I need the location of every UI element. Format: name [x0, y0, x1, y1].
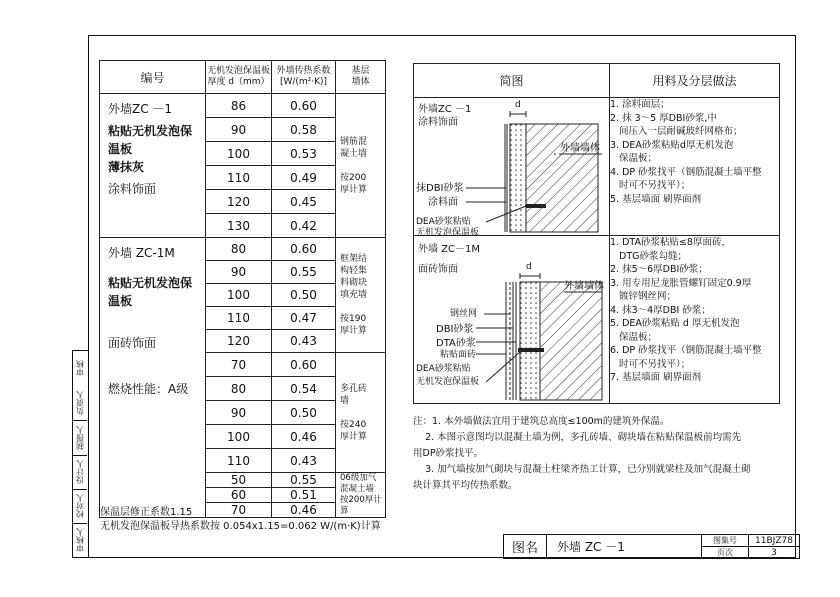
- atlas-value: 11BJZ78: [749, 535, 800, 547]
- signature-cell: 负责人: [73, 386, 87, 421]
- thermal-table: [99, 60, 386, 518]
- cell-thickness: 100: [206, 142, 272, 166]
- cell-thickness: 80: [206, 238, 272, 261]
- signature-cell: 校对人: [73, 490, 87, 524]
- cell-thickness: 120: [206, 190, 272, 214]
- wall-type-2: 框架结 构轻集 料砌块 填充墙 按190 厚计算: [336, 238, 386, 353]
- group-label-zc1m: 外墙 ZC-1M 粘贴无机发泡保 温板 面砖饰面 燃烧性能：A级: [100, 238, 206, 518]
- cell-thickness: 90: [206, 261, 272, 284]
- cell-k: 0.47: [272, 307, 336, 330]
- cell-k: 0.42: [272, 214, 336, 238]
- signature-strip: [72, 350, 88, 558]
- cell-thickness: 70: [206, 353, 272, 377]
- steps-zc1: 1. 涂料面层； 2. 抹 3～5 厚DBI砂浆,中 间压入一层耐碱玻纤网格布； 3. DEA砂浆粘贴d厚无机发泡 保温板； 4. DP 砂浆找平（钢筋混凝土墙平整 时可不另找平）； 5. 基层墙面 刷界面剂: [610, 98, 780, 236]
- cell-thickness: 90: [206, 118, 272, 142]
- cell-thickness: 60: [206, 488, 272, 503]
- cell-k: 0.60: [272, 94, 336, 118]
- atlas-label: 图集号: [702, 535, 749, 547]
- header-thickness: 无机发泡保温板 厚度 d（mm）: [206, 61, 272, 94]
- cell-k: 0.55: [272, 261, 336, 284]
- group-label-zc1: 外墙ZC －1 粘贴无机发泡保 温板 薄抹灰 涂料饰面: [100, 94, 206, 238]
- cell-k: 0.51: [272, 488, 336, 503]
- cell-thickness: 80: [206, 377, 272, 401]
- note-line: 3. 加气墙按加气砌块与混凝土柱梁齐热工计算，已分别就梁柱及加气混凝土砌: [413, 464, 751, 475]
- cell-k: 0.46: [272, 503, 336, 518]
- cell-k: 0.45: [272, 190, 336, 214]
- cell-k: 0.55: [272, 473, 336, 488]
- cell-k: 0.58: [272, 118, 336, 142]
- cell-thickness: 120: [206, 330, 272, 353]
- note-line: 块计算其平均传热系数。: [413, 480, 518, 491]
- cell-k: 0.60: [272, 353, 336, 377]
- header-code: 编号: [100, 61, 206, 94]
- drawing-name: 外墙 ZC －1: [547, 535, 702, 559]
- signature-cell: 设计人: [73, 456, 87, 490]
- cell-k: 0.60: [272, 238, 336, 261]
- cell-k: 0.43: [272, 330, 336, 353]
- cell-thickness: 100: [206, 425, 272, 449]
- cell-thickness: 50: [206, 473, 272, 488]
- header-diagram: 简图: [414, 64, 610, 98]
- header-k: 外墙传热系数 [W/(m²·K)]: [272, 61, 336, 94]
- drawing-name-label: 图名: [504, 535, 547, 559]
- cell-k: 0.46: [272, 425, 336, 449]
- cell-k: 0.50: [272, 401, 336, 425]
- diagram-zc1: 外墙ZC －1 涂料饰面 d 外墙墙体 抹DBI砂浆 涂料面 DEA砂浆粘贴 无机发泡保温板: [414, 98, 610, 236]
- wall-type-3: 多孔砖 墙 按240 厚计算: [336, 353, 386, 473]
- note-line: 用DP砂浆找平。: [413, 448, 484, 459]
- table-footnote: 保温层修正系数1.15 无机发泡保温板导热系数按 0.054x1.15=0.062 W/(m·K)计算: [100, 507, 381, 532]
- cell-thickness: 110: [206, 449, 272, 473]
- steps-zc1m: 1. DTA砂浆粘贴≤8厚面砖， DTG砂浆勾缝； 2. 抹5～6厚DBI砂浆； 3. 用专用尼龙胀管螺钉固定0.9厚 镀锌钢丝网； 4. 抹3～4厚DBI 砂浆； 5. DEA砂浆粘贴 d 厚无机发泡 保温板； 6. DP 砂浆找平（钢筋混凝土墙平整 时可不另找平）； 7. 基层墙面 刷界面剂: [610, 236, 780, 404]
- title-block: [503, 534, 800, 559]
- header-wall: 基层 墙体: [336, 61, 386, 94]
- note-line: 2. 本图示意图均以混凝土墙为例，多孔砖墙、砌块墙在粘贴保温板前均需先: [413, 432, 742, 443]
- note-line: 注：1. 本外墙做法宜用于建筑总高度≤100m的建筑外保温。: [413, 416, 670, 427]
- cell-k: 0.53: [272, 142, 336, 166]
- wall-type-1: 钢筋混 凝土墙 按200 厚计算: [336, 94, 386, 238]
- wall-type-4: 06级加气 混凝土墙 按200厚计算: [336, 473, 386, 518]
- cell-thickness: 100: [206, 284, 272, 307]
- cell-k: 0.43: [272, 449, 336, 473]
- page-value: 3: [749, 547, 800, 559]
- cell-k: 0.54: [272, 377, 336, 401]
- method-table: [413, 63, 780, 404]
- cell-k: 0.50: [272, 284, 336, 307]
- cell-k: 0.49: [272, 166, 336, 190]
- notes-block: [413, 414, 783, 494]
- signature-cell: 制图人: [73, 421, 87, 456]
- signature-cell: 审核人: [73, 524, 87, 558]
- cell-thickness: 110: [206, 307, 272, 330]
- cell-thickness: 70: [206, 503, 272, 518]
- cell-thickness: 90: [206, 401, 272, 425]
- cell-thickness: 130: [206, 214, 272, 238]
- cell-thickness: 110: [206, 166, 272, 190]
- header-method: 用料及分层做法: [610, 64, 780, 98]
- diagram-zc1m: 外墙 ZC－1M 面砖饰面 d 外墙墙体 钢丝网 DBI砂浆 DTA砂浆 粘贴面砖 DEA砂浆粘贴 无机发泡保温板: [414, 236, 610, 404]
- cell-thickness: 86: [206, 94, 272, 118]
- page-label: 页次: [702, 547, 749, 559]
- signature-cell: 审核: [75, 360, 85, 377]
